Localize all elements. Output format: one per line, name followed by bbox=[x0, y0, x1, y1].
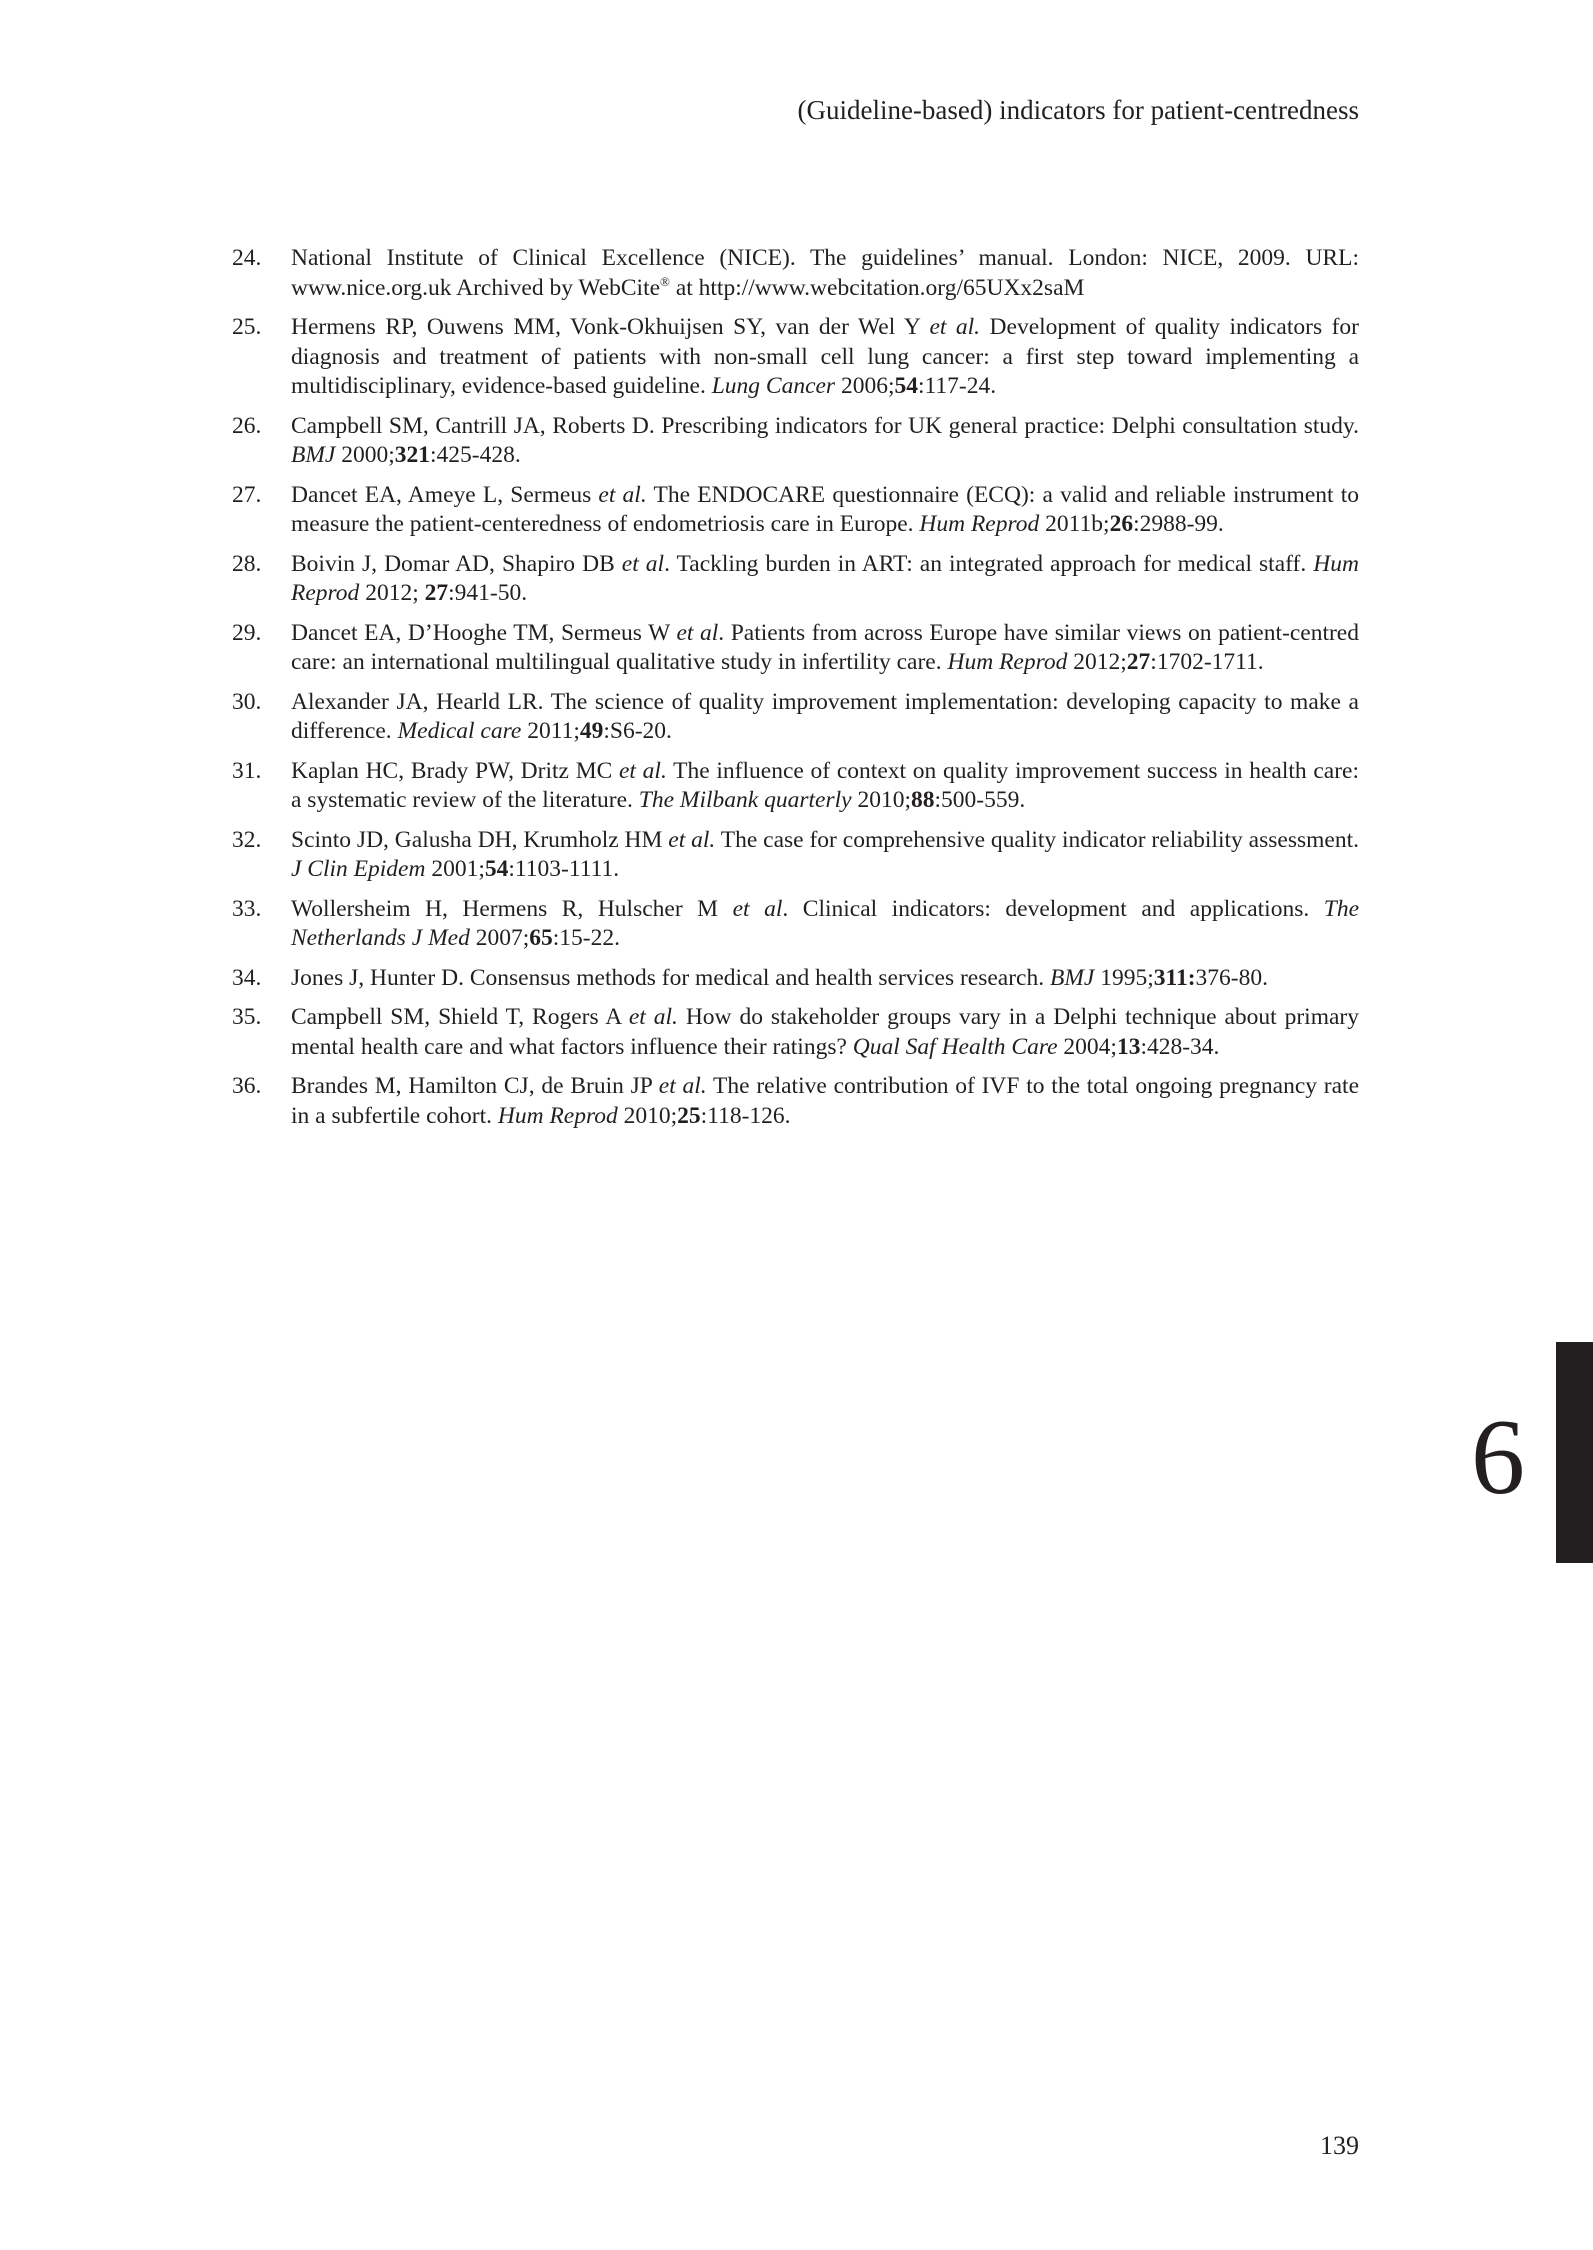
reference-segment: :1103-1111. bbox=[508, 856, 620, 882]
reference-segment: Hum Reprod bbox=[947, 649, 1068, 675]
reference-item bbox=[232, 481, 1359, 540]
reference-segment: 2011b; bbox=[1039, 511, 1110, 537]
reference-number: 26. bbox=[232, 412, 262, 439]
reference-number: 30. bbox=[232, 688, 262, 715]
reference-item bbox=[232, 550, 1359, 609]
reference-segment: 2000; bbox=[335, 442, 395, 468]
reference-number: 29. bbox=[232, 619, 262, 646]
reference-segment: The Netherlands J Med bbox=[291, 895, 1359, 951]
reference-segment: 26 bbox=[1109, 511, 1134, 537]
page-number: 139 bbox=[1320, 2131, 1359, 2160]
reference-text bbox=[291, 313, 1359, 402]
reference-segment: Dancet EA, D’Hooghe TM, Sermeus W bbox=[291, 619, 677, 646]
reference-segment: 2007; bbox=[469, 925, 530, 951]
reference-number: 32. bbox=[232, 826, 262, 853]
reference-segment: et al bbox=[676, 619, 719, 646]
reference-segment: Development of quality indicators for diagnosis and treatment of patients with non-small cell lung cancer: a first step toward implementing a multidisciplinary, evidence-based guideline. bbox=[291, 314, 1359, 399]
reference-number: 25. bbox=[232, 314, 262, 340]
reference-segment: 2011; bbox=[521, 718, 580, 744]
reference-segment: The relative contribution of IVF to the total ongoing pregnancy rate in a subfertile cohort. bbox=[291, 1073, 1360, 1129]
reference-segment: 13 bbox=[1116, 1033, 1141, 1060]
reference-segment: 25 bbox=[677, 1102, 701, 1129]
reference-segment: 27 bbox=[424, 580, 449, 606]
reference-text bbox=[291, 481, 1359, 540]
reference-segment: 2010; bbox=[851, 787, 911, 813]
reference-segment: :1702-1711. bbox=[1150, 649, 1264, 675]
reference-segment: Lung Cancer bbox=[711, 373, 836, 399]
reference-segment: 311: bbox=[1153, 964, 1196, 991]
reference-segment: 2012; bbox=[1067, 649, 1127, 675]
reference-segment: :500-559. bbox=[934, 787, 1026, 813]
reference-segment: :118-126. bbox=[700, 1102, 791, 1129]
reference-item bbox=[232, 757, 1359, 816]
reference-text bbox=[291, 895, 1359, 954]
reference-segment: 65 bbox=[529, 925, 553, 951]
reference-segment: Alexander JA, Hearld LR. The science of quality improvement implementation: developing capacity to make a difference. bbox=[291, 688, 1359, 744]
reference-item bbox=[232, 1003, 1359, 1062]
reference-list bbox=[232, 244, 1359, 1141]
reference-text bbox=[291, 826, 1359, 885]
reference-segment: Hum Reprod bbox=[291, 550, 1359, 606]
reference-text bbox=[291, 550, 1359, 609]
reference-segment: et al. bbox=[658, 1073, 707, 1099]
reference-item bbox=[232, 826, 1359, 885]
reference-segment: Jones J, Hunter D. Consensus methods for medical and health services research. bbox=[291, 964, 1050, 991]
reference-segment: :2988-99. bbox=[1133, 511, 1224, 537]
reference-segment: Qual Saf Health Care bbox=[852, 1033, 1058, 1060]
reference-segment: . Tackling burden in ART: an integrated approach for medical staff. bbox=[664, 550, 1314, 577]
reference-item bbox=[232, 412, 1359, 471]
reference-segment: Hum Reprod bbox=[497, 1102, 618, 1129]
reference-segment: 2012; bbox=[359, 580, 425, 606]
reference-segment: . Patients from across Europe have similar views on patient-centred care: an international multilingual qualitative study in infertility care. bbox=[291, 619, 1359, 675]
reference-segment: ® bbox=[660, 273, 670, 289]
reference-number: 31. bbox=[232, 757, 262, 784]
reference-segment: 2006; bbox=[835, 373, 895, 399]
reference-text bbox=[291, 688, 1359, 747]
reference-item bbox=[232, 895, 1359, 954]
reference-segment: 1995; bbox=[1094, 964, 1154, 991]
chapter-number: 6 bbox=[1471, 1398, 1525, 1517]
reference-segment: et al. bbox=[929, 314, 981, 340]
reference-segment: et al. bbox=[619, 757, 667, 784]
reference-item bbox=[232, 1072, 1359, 1131]
reference-segment: :S6-20. bbox=[603, 718, 672, 744]
reference-segment: :428-34. bbox=[1140, 1033, 1220, 1060]
running-title: (Guideline-based) indicators for patient-centredness bbox=[797, 95, 1359, 125]
reference-number: 27. bbox=[232, 481, 262, 508]
reference-segment: The case for comprehensive quality indicator reliability assessment. bbox=[715, 826, 1359, 853]
reference-item bbox=[232, 244, 1359, 303]
reference-segment: The Milbank quarterly bbox=[638, 787, 852, 813]
reference-text bbox=[291, 412, 1359, 471]
reference-segment: 376-80. bbox=[1195, 964, 1268, 991]
reference-segment: Hermens RP, Ouwens MM, Vonk-Okhuijsen SY, van der Wel Y bbox=[291, 314, 930, 340]
reference-number: 34. bbox=[232, 964, 262, 991]
reference-text bbox=[291, 1003, 1359, 1062]
reference-item bbox=[232, 313, 1359, 402]
reference-segment: 27 bbox=[1126, 649, 1151, 675]
reference-segment: 2001; bbox=[425, 856, 485, 882]
reference-segment: National Institute of Clinical Excellence (NICE). The guidelines’ manual. London: NICE, 2009. URL: www.nice.org.uk Archived by WebCite bbox=[291, 245, 1359, 301]
reference-segment: et al. bbox=[668, 826, 716, 853]
reference-item bbox=[232, 688, 1359, 747]
reference-segment: BMJ bbox=[291, 442, 336, 468]
reference-segment: BMJ bbox=[1049, 964, 1095, 991]
reference-number: 28. bbox=[232, 550, 262, 577]
reference-segment: Hum Reprod bbox=[919, 511, 1040, 537]
reference-segment: Campbell SM, Shield T, Rogers A bbox=[291, 1004, 629, 1030]
reference-item bbox=[232, 619, 1359, 678]
chapter-tab bbox=[1556, 1342, 1593, 1563]
reference-number: 33. bbox=[232, 895, 262, 922]
reference-number: 36. bbox=[232, 1073, 262, 1099]
reference-segment: Dancet EA, Ameye L, Sermeus bbox=[291, 481, 599, 508]
reference-segment: . Clinical indicators: development and applications. bbox=[782, 895, 1324, 922]
reference-segment: :117-24. bbox=[917, 373, 997, 399]
reference-text bbox=[291, 1072, 1359, 1131]
reference-text bbox=[291, 619, 1359, 678]
reference-segment: The ENDOCARE questionnaire (ECQ): a valid and reliable instrument to measure the patient-centeredness of endometriosis care in Europe. bbox=[291, 481, 1360, 537]
reference-segment: Wollersheim H, Hermens R, Hulscher M bbox=[291, 895, 733, 922]
reference-segment: J Clin Epidem bbox=[291, 856, 426, 882]
reference-segment: Medical care bbox=[397, 718, 522, 744]
reference-segment: Scinto JD, Galusha DH, Krumholz HM bbox=[291, 826, 669, 853]
reference-segment: 321 bbox=[394, 442, 431, 468]
reference-segment: 2010; bbox=[617, 1102, 678, 1129]
reference-segment: et al bbox=[732, 895, 783, 922]
reference-number: 24. bbox=[232, 245, 262, 271]
reference-segment: The influence of context on quality improvement success in health care: a systematic review of the literature. bbox=[291, 757, 1359, 813]
reference-segment: at http://www.webcitation.org/65UXx2saM bbox=[669, 274, 1085, 301]
reference-text bbox=[291, 964, 1359, 994]
reference-segment: How do stakeholder groups vary in a Delphi technique about primary mental health care and what factors influence their ratings? bbox=[291, 1004, 1359, 1060]
reference-segment: :15-22. bbox=[552, 925, 620, 951]
reference-segment: et al. bbox=[598, 481, 647, 508]
reference-segment: Brandes M, Hamilton CJ, de Bruin JP bbox=[291, 1073, 659, 1099]
reference-segment: 54 bbox=[894, 373, 918, 399]
reference-segment: et al. bbox=[628, 1004, 678, 1030]
reference-number: 35. bbox=[232, 1004, 262, 1030]
reference-text bbox=[291, 244, 1359, 303]
reference-segment: Campbell SM, Cantrill JA, Roberts D. Prescribing indicators for UK general practice: Delphi consultation study. bbox=[291, 412, 1359, 439]
reference-segment: 2004; bbox=[1057, 1033, 1117, 1060]
reference-text bbox=[291, 757, 1359, 816]
reference-segment: :425-428. bbox=[430, 442, 521, 468]
reference-segment: 49 bbox=[579, 718, 604, 744]
reference-item bbox=[232, 964, 1359, 994]
reference-segment: Kaplan HC, Brady PW, Dritz MC bbox=[291, 757, 619, 784]
reference-segment: 88 bbox=[910, 787, 935, 813]
reference-segment: Boivin J, Domar AD, Shapiro DB bbox=[291, 550, 622, 577]
reference-segment: et al bbox=[621, 550, 665, 577]
reference-segment: 54 bbox=[484, 856, 509, 882]
reference-segment: :941-50. bbox=[448, 580, 528, 606]
